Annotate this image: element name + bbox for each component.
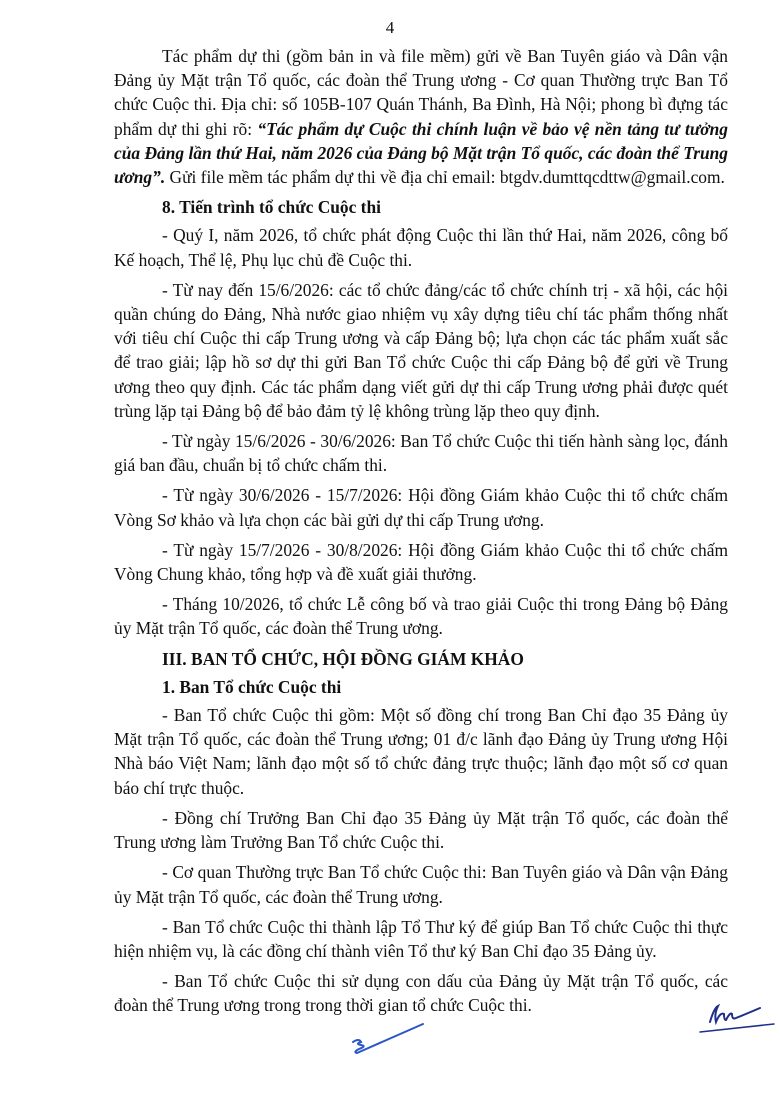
submission-text: Tác phẩm dự thi (gồm bản in và file mềm) gửi về Ban Tuyên giáo và Dân vận Đảng ủy Mặt trận Tổ quốc, các đoàn thể Trung ương - Cơ quan Thường trực Ban Tổ chức Cuộc thi. Địa chỉ: số 105B-107 Quán Thánh, Ba Đình, Hà Nội; phong bì đựng tác phẩm dự thi ghi rõ: — [114, 46, 728, 139]
section-8-heading: 8. Tiến trình tổ chức Cuộc thi — [162, 197, 381, 218]
timeline-item: - Từ ngày 15/6/2026 - 30/6/2026: Ban Tổ chức Cuộc thi tiến hành sàng lọc, đánh giá ban đầu, chuẩn bị tổ chức chấm thi. — [114, 431, 728, 476]
committee-item: - Cơ quan Thường trực Ban Tổ chức Cuộc thi: Ban Tuyên giáo và Dân vận Đảng ủy Mặt trận Tổ quốc, các đoàn thể Trung ương. — [114, 862, 728, 907]
period: . — [720, 167, 725, 188]
committee-item: - Ban Tổ chức Cuộc thi sử dụng con dấu của Đảng ủy Mặt trận Tổ quốc, các đoàn thể Trung ương trong trong thời gian tổ chức Cuộc thi. — [114, 971, 728, 1016]
committee-item: - Đồng chí Trưởng Ban Chỉ đạo 35 Đảng ủy Mặt trận Tổ quốc, các đoàn thể Trung ương làm Trưởng Ban Tổ chức Cuộc thi. — [114, 807, 728, 853]
section-III-heading: III. BAN TỔ CHỨC, HỘI ĐỒNG GIÁM KHẢO — [162, 648, 524, 669]
initial-signature-left — [345, 1020, 425, 1056]
timeline-item: - Từ ngày 30/6/2026 - 15/7/2026: Hội đồng Giám khảo Cuộc thi tổ chức chấm Vòng Sơ khảo và lựa chọn các bài gửi dự thi cấp Trung ương. — [114, 485, 728, 530]
timeline-item: - Quý I, năm 2026, tổ chức phát động Cuộc thi lần thứ Hai, năm 2026, công bố Kế hoạch, Thể lệ, Phụ lục chủ đề Cuộc thi. — [114, 225, 728, 270]
subsection-1-heading: 1. Ban Tổ chức Cuộc thi — [162, 676, 342, 697]
envelope-label-quote: “Tác phẩm dự Cuộc thi chính luận về bảo vệ nền tảng tư tưởng của Đảng lần thứ Hai, năm 2026 của Đảng bộ Mặt trận Tổ quốc, các đoàn thể Trung ương”. — [114, 118, 728, 188]
timeline-item: - Từ ngày 15/7/2026 - 30/8/2026: Hội đồng Giám khảo Cuộc thi tổ chức chấm Vòng Chung khảo, tổng hợp và đề xuất giải thưởng. — [114, 539, 728, 585]
committee-item: - Ban Tổ chức Cuộc thi gồm: Một số đồng chí trong Ban Chỉ đạo 35 Đảng ủy Mặt trận Tổ quốc, các đoàn thể Trung ương; 01 đ/c lãnh đạo Đảng ủy Trung ương Hội Nhà báo Việt Nam; lãnh đạo một số tổ chức đảng trực thuộc; lãnh đạo một số cơ quan báo chí trực thuộc. — [114, 705, 728, 798]
initial-signature-right — [698, 996, 778, 1036]
email-address: btgdv.dumttqcdttw@gmail.com — [499, 167, 721, 188]
submission-paragraph — [114, 44, 728, 189]
page-number: 4 — [385, 18, 395, 37]
committee-item: - Ban Tổ chức Cuộc thi thành lập Tổ Thư ký để giúp Ban Tổ chức Cuộc thi thực hiện nhiệm vụ, là các đồng chí thành viên Tổ thư ký Ban Chỉ đạo 35 Đảng ủy. — [114, 916, 728, 961]
submission-text-2: Gửi file mềm tác phẩm dự thi về địa chỉ email: — [165, 167, 500, 188]
timeline-item: - Từ nay đến 15/6/2026: các tổ chức đảng/các tổ chức chính trị - xã hội, các hội quần chúng do Đảng, Nhà nước giao nhiệm vụ xây dựng tiêu chí tác phẩm thống nhất với tiêu chí Cuộc thi cấp Trung ương và cấp Đảng bộ; lựa chọn các tác phẩm xuất sắc để trao giải; lập hồ sơ dự thi gửi Ban Tổ chức Cuộc thi cấp Đảng bộ để gửi về Trung ương theo quy định. Các tác phẩm dạng viết gửi dự thi cấp Trung ương phải được quét trùng lặp tại Đảng bộ để bảo đảm tỷ lệ không trùng lặp theo quy định. — [114, 279, 728, 421]
document-body — [114, 44, 728, 1024]
timeline-item: - Tháng 10/2026, tổ chức Lễ công bố và trao giải Cuộc thi trong Đảng bộ Đảng ủy Mặt trận Tổ quốc, các đoàn thể Trung ương. — [114, 594, 728, 639]
